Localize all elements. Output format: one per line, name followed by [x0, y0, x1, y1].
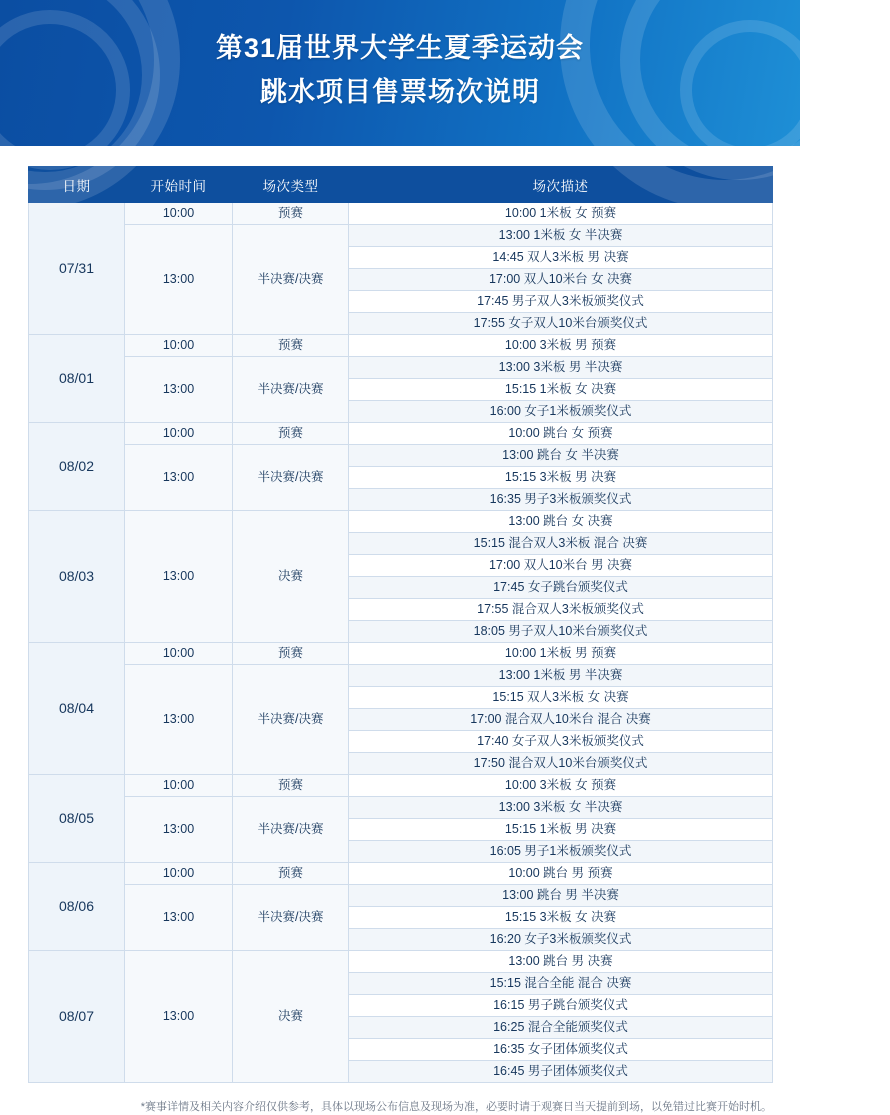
cell-date: 08/01: [29, 335, 125, 423]
table-row: [29, 797, 773, 819]
table-row: [29, 885, 773, 907]
cell-session-description: 13:00 跳台 女 半决赛: [349, 445, 773, 467]
cell-start-time: 10:00: [125, 775, 233, 797]
cell-session-description: 16:05 男子1米板颁奖仪式: [349, 841, 773, 863]
table-row: [29, 511, 773, 533]
column-header-start-time: 开始时间: [125, 167, 233, 203]
cell-start-time: 13:00: [125, 665, 233, 775]
cell-session-description: 15:15 混合全能 混合 决赛: [349, 973, 773, 995]
cell-session-description: 13:00 1米板 女 半决赛: [349, 225, 773, 247]
table-row: [29, 203, 773, 225]
cell-session-description: 17:00 双人10米台 女 决赛: [349, 269, 773, 291]
cell-date: 08/04: [29, 643, 125, 775]
table-row: [29, 775, 773, 797]
cell-session-description: 13:00 3米板 男 半决赛: [349, 357, 773, 379]
cell-date: 08/02: [29, 423, 125, 511]
cell-start-time: 13:00: [125, 445, 233, 511]
cell-session-description: 15:15 混合双人3米板 混合 决赛: [349, 533, 773, 555]
column-header-date: 日期: [29, 167, 125, 203]
column-header-session-description: 场次描述: [349, 167, 773, 203]
cell-session-description: 15:15 3米板 女 决赛: [349, 907, 773, 929]
cell-session-description: 17:55 女子双人10米台颁奖仪式: [349, 313, 773, 335]
cell-date: 08/05: [29, 775, 125, 863]
cell-session-description: 13:00 1米板 男 半决赛: [349, 665, 773, 687]
cell-session-description: 10:00 跳台 男 预赛: [349, 863, 773, 885]
cell-session-type: 预赛: [233, 335, 349, 357]
table-row: [29, 445, 773, 467]
cell-start-time: 10:00: [125, 863, 233, 885]
cell-session-description: 16:35 男子3米板颁奖仪式: [349, 489, 773, 511]
cell-start-time: 13:00: [125, 885, 233, 951]
cell-session-description: 15:15 双人3米板 女 决赛: [349, 687, 773, 709]
cell-start-time: 13:00: [125, 357, 233, 423]
cell-session-description: 16:15 男子跳台颁奖仪式: [349, 995, 773, 1017]
table-row: [29, 335, 773, 357]
cell-session-type: 半决赛/决赛: [233, 797, 349, 863]
cell-session-description: 15:15 1米板 男 决赛: [349, 819, 773, 841]
page-title-line-1: 第31届世界大学生夏季运动会: [215, 33, 585, 63]
page-title-line-2: 跳水项目售票场次说明: [260, 77, 540, 107]
cell-session-type: 半决赛/决赛: [233, 665, 349, 775]
cell-start-time: 13:00: [125, 797, 233, 863]
table-row: [29, 225, 773, 247]
table-row: [29, 357, 773, 379]
cell-start-time: 13:00: [125, 951, 233, 1083]
cell-session-description: 15:15 3米板 男 决赛: [349, 467, 773, 489]
cell-date: 08/06: [29, 863, 125, 951]
cell-session-type: 半决赛/决赛: [233, 445, 349, 511]
cell-session-type: 决赛: [233, 511, 349, 643]
table-body: [29, 203, 773, 1083]
cell-session-description: 17:40 女子双人3米板颁奖仪式: [349, 731, 773, 753]
cell-session-description: 16:35 女子团体颁奖仪式: [349, 1039, 773, 1061]
cell-session-description: 16:00 女子1米板颁奖仪式: [349, 401, 773, 423]
cell-session-description: 17:45 女子跳台颁奖仪式: [349, 577, 773, 599]
cell-session-type: 预赛: [233, 423, 349, 445]
cell-session-description: 17:00 混合双人10米台 混合 决赛: [349, 709, 773, 731]
table-row: [29, 863, 773, 885]
cell-session-description: 10:00 1米板 男 预赛: [349, 643, 773, 665]
schedule-table: [28, 166, 773, 1083]
column-header-session-type: 场次类型: [233, 167, 349, 203]
page-title: [0, 26, 800, 114]
cell-session-description: 17:00 双人10米台 男 决赛: [349, 555, 773, 577]
cell-session-description: 16:25 混合全能颁奖仪式: [349, 1017, 773, 1039]
cell-start-time: 10:00: [125, 423, 233, 445]
cell-session-type: 半决赛/决赛: [233, 357, 349, 423]
cell-session-type: 预赛: [233, 203, 349, 225]
cell-session-type: 预赛: [233, 643, 349, 665]
cell-session-description: 13:00 跳台 男 半决赛: [349, 885, 773, 907]
cell-session-description: 16:20 女子3米板颁奖仪式: [349, 929, 773, 951]
footnote: *赛事详情及相关内容介绍仅供参考，具体以现场公布信息及现场为准，必要时请于观赛日当天提前到场，以免错过比赛开始时机。: [140, 1101, 772, 1113]
cell-session-description: 13:00 跳台 男 决赛: [349, 951, 773, 973]
cell-start-time: 10:00: [125, 643, 233, 665]
cell-session-description: 15:15 1米板 女 决赛: [349, 379, 773, 401]
cell-session-description: 17:55 混合双人3米板颁奖仪式: [349, 599, 773, 621]
table-row: [29, 951, 773, 973]
cell-start-time: 10:00: [125, 335, 233, 357]
cell-session-description: 10:00 3米板 男 预赛: [349, 335, 773, 357]
cell-session-type: 半决赛/决赛: [233, 885, 349, 951]
table-row: [29, 643, 773, 665]
cell-date: 08/07: [29, 951, 125, 1083]
cell-session-description: 10:00 1米板 女 预赛: [349, 203, 773, 225]
cell-session-description: 17:50 混合双人10米台颁奖仪式: [349, 753, 773, 775]
cell-session-type: 预赛: [233, 863, 349, 885]
cell-session-description: 18:05 男子双人10米台颁奖仪式: [349, 621, 773, 643]
cell-date: 07/31: [29, 203, 125, 335]
cell-session-description: 17:45 男子双人3米板颁奖仪式: [349, 291, 773, 313]
table-row: [29, 423, 773, 445]
cell-session-description: 14:45 双人3米板 男 决赛: [349, 247, 773, 269]
cell-date: 08/03: [29, 511, 125, 643]
cell-session-type: 决赛: [233, 951, 349, 1083]
cell-session-description: 13:00 3米板 女 半决赛: [349, 797, 773, 819]
table-row: [29, 665, 773, 687]
schedule-table-wrapper: [28, 166, 772, 1083]
cell-session-type: 预赛: [233, 775, 349, 797]
cell-start-time: 10:00: [125, 203, 233, 225]
cell-session-description: 10:00 跳台 女 预赛: [349, 423, 773, 445]
cell-session-description: 16:45 男子团体颁奖仪式: [349, 1061, 773, 1083]
cell-start-time: 13:00: [125, 511, 233, 643]
cell-session-description: 10:00 3米板 女 预赛: [349, 775, 773, 797]
cell-start-time: 13:00: [125, 225, 233, 335]
page-header: [0, 0, 800, 146]
cell-session-type: 半决赛/决赛: [233, 225, 349, 335]
cell-session-description: 13:00 跳台 女 决赛: [349, 511, 773, 533]
